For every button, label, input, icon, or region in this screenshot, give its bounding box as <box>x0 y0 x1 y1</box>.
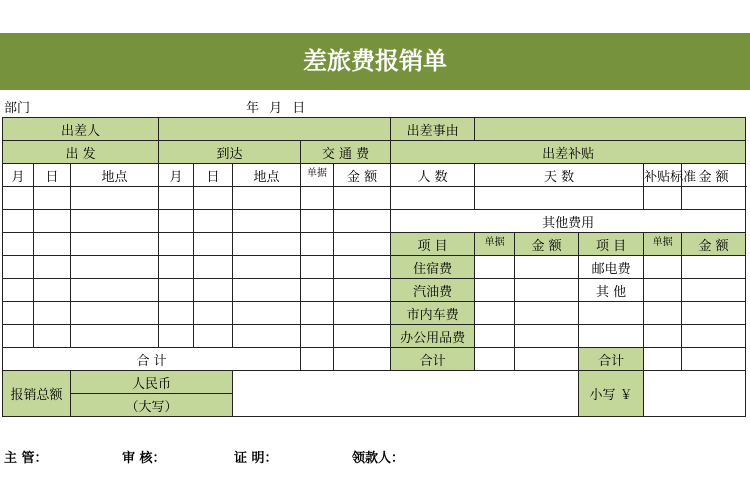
reimbursement-total-label: 报销总额 <box>3 371 71 417</box>
depart-place-header: 地点 <box>71 164 159 187</box>
transport-header: 交 通 费 <box>301 141 391 164</box>
cell[interactable] <box>3 256 34 279</box>
cell[interactable] <box>301 325 334 348</box>
reason-label: 出差事由 <box>391 118 475 141</box>
transport-amount-header: 金 额 <box>334 164 391 187</box>
lowercase-label: 小写 ￥ <box>579 371 644 417</box>
cell[interactable] <box>682 348 746 371</box>
cell[interactable] <box>194 187 233 210</box>
cell[interactable] <box>644 256 682 279</box>
days-header: 天 数 <box>475 164 644 187</box>
cell[interactable] <box>334 348 391 371</box>
cell[interactable] <box>475 348 515 371</box>
cell[interactable] <box>3 187 34 210</box>
cell[interactable] <box>515 302 579 325</box>
item-header: 项 目 <box>391 233 475 256</box>
cell[interactable] <box>301 256 334 279</box>
receipt-header: 单据 <box>475 233 515 256</box>
people-header: 人 数 <box>391 164 475 187</box>
standard-header: 补贴标准 <box>644 164 682 187</box>
cell[interactable] <box>194 233 233 256</box>
cell[interactable] <box>71 210 159 233</box>
item-fuel: 汽油费 <box>391 279 475 302</box>
cell[interactable] <box>682 279 746 302</box>
amount-header: 金 额 <box>515 233 579 256</box>
cell[interactable] <box>515 279 579 302</box>
cell[interactable] <box>3 233 34 256</box>
cell[interactable] <box>475 279 515 302</box>
cell[interactable] <box>34 256 71 279</box>
cell[interactable] <box>233 302 301 325</box>
cell[interactable] <box>34 187 71 210</box>
cell[interactable] <box>3 302 34 325</box>
cell[interactable] <box>301 302 334 325</box>
cell[interactable] <box>334 256 391 279</box>
cell[interactable] <box>475 325 515 348</box>
cell[interactable] <box>34 233 71 256</box>
item-postal: 邮电费 <box>579 256 644 279</box>
cell[interactable] <box>515 325 579 348</box>
cell[interactable] <box>233 279 301 302</box>
cell[interactable] <box>301 233 334 256</box>
cell[interactable] <box>71 279 159 302</box>
cell[interactable] <box>3 210 34 233</box>
cell[interactable] <box>515 348 579 371</box>
cell[interactable] <box>334 187 391 210</box>
cell[interactable] <box>159 233 194 256</box>
arrive-header: 到达 <box>159 141 301 164</box>
amount-header: 金 额 <box>682 233 746 256</box>
cell[interactable] <box>71 256 159 279</box>
cell[interactable] <box>159 256 194 279</box>
cell[interactable] <box>579 325 644 348</box>
days-input[interactable] <box>475 187 644 210</box>
cell[interactable] <box>682 302 746 325</box>
cell[interactable] <box>334 210 391 233</box>
cell[interactable] <box>682 256 746 279</box>
item-city-transport: 市内车费 <box>391 302 475 325</box>
cell[interactable] <box>71 233 159 256</box>
cell[interactable] <box>475 256 515 279</box>
allowance-amount-input[interactable] <box>682 187 746 210</box>
arrive-place-header: 地点 <box>233 164 301 187</box>
cell[interactable] <box>159 187 194 210</box>
date-label: 年 月 日 <box>246 101 306 116</box>
cell[interactable] <box>159 210 194 233</box>
people-input[interactable] <box>391 187 475 210</box>
cell[interactable] <box>3 279 34 302</box>
cell[interactable] <box>34 210 71 233</box>
cell[interactable] <box>233 256 301 279</box>
cell[interactable] <box>579 302 644 325</box>
arrive-month-header: 月 <box>159 164 194 187</box>
cell[interactable] <box>3 325 34 348</box>
cell[interactable] <box>644 302 682 325</box>
cell[interactable] <box>233 233 301 256</box>
cell[interactable] <box>194 279 233 302</box>
depart-month-header: 月 <box>3 164 34 187</box>
page-title: 差旅费报销单 <box>0 33 750 90</box>
cell[interactable] <box>301 279 334 302</box>
cell[interactable] <box>194 302 233 325</box>
rmb-label: 人民币 <box>71 371 233 394</box>
reason-input[interactable] <box>475 118 746 141</box>
cell[interactable] <box>194 325 233 348</box>
lowercase-amount-input[interactable] <box>644 371 746 417</box>
cell[interactable] <box>644 279 682 302</box>
cell[interactable] <box>334 325 391 348</box>
depart-day-header: 日 <box>34 164 71 187</box>
cell[interactable] <box>71 302 159 325</box>
other-expenses-header: 其他费用 <box>391 210 746 233</box>
cell[interactable] <box>194 210 233 233</box>
allowance-header: 出差补贴 <box>391 141 746 164</box>
cell[interactable] <box>159 302 194 325</box>
other-total-label: 合计 <box>391 348 475 371</box>
cell[interactable] <box>644 348 682 371</box>
proof-label: 证 明： <box>234 451 278 466</box>
cell[interactable] <box>644 325 682 348</box>
cell[interactable] <box>159 325 194 348</box>
supervisor-label: 主 管： <box>4 451 48 466</box>
cell[interactable] <box>34 302 71 325</box>
cell[interactable] <box>475 302 515 325</box>
uppercase-amount-input[interactable] <box>233 371 579 417</box>
standard-input[interactable] <box>644 187 682 210</box>
cell[interactable] <box>34 325 71 348</box>
payee-label: 领款人： <box>352 451 405 466</box>
review-label: 审 核： <box>122 451 166 466</box>
cell[interactable] <box>301 210 334 233</box>
cell[interactable] <box>233 187 301 210</box>
cell[interactable] <box>71 187 159 210</box>
item-office-supplies: 办公用品费 <box>391 325 475 348</box>
cell[interactable] <box>301 348 334 371</box>
cell[interactable] <box>301 187 334 210</box>
department-label: 部门 <box>4 101 31 116</box>
cell[interactable] <box>334 279 391 302</box>
cell[interactable] <box>334 233 391 256</box>
item-lodging: 住宿费 <box>391 256 475 279</box>
uppercase-label: （大写） <box>71 394 233 417</box>
arrive-day-header: 日 <box>194 164 233 187</box>
cell[interactable] <box>515 256 579 279</box>
traveler-label: 出差人 <box>3 118 159 141</box>
depart-header: 出 发 <box>3 141 159 164</box>
cell[interactable] <box>159 279 194 302</box>
cell[interactable] <box>194 256 233 279</box>
expense-form-table <box>2 117 746 417</box>
cell[interactable] <box>334 302 391 325</box>
cell[interactable] <box>682 325 746 348</box>
cell[interactable] <box>233 325 301 348</box>
other-total-label-right: 合计 <box>579 348 644 371</box>
cell[interactable] <box>71 325 159 348</box>
item-other: 其 他 <box>579 279 644 302</box>
allowance-amount-header: 金 额 <box>682 164 746 187</box>
cell[interactable] <box>34 279 71 302</box>
item-header: 项 目 <box>579 233 644 256</box>
traveler-input[interactable] <box>159 118 391 141</box>
receipt-header: 单据 <box>644 233 682 256</box>
transport-receipt-header: 单据 <box>301 164 334 187</box>
travel-total-label: 合 计 <box>3 348 301 371</box>
cell[interactable] <box>233 210 301 233</box>
